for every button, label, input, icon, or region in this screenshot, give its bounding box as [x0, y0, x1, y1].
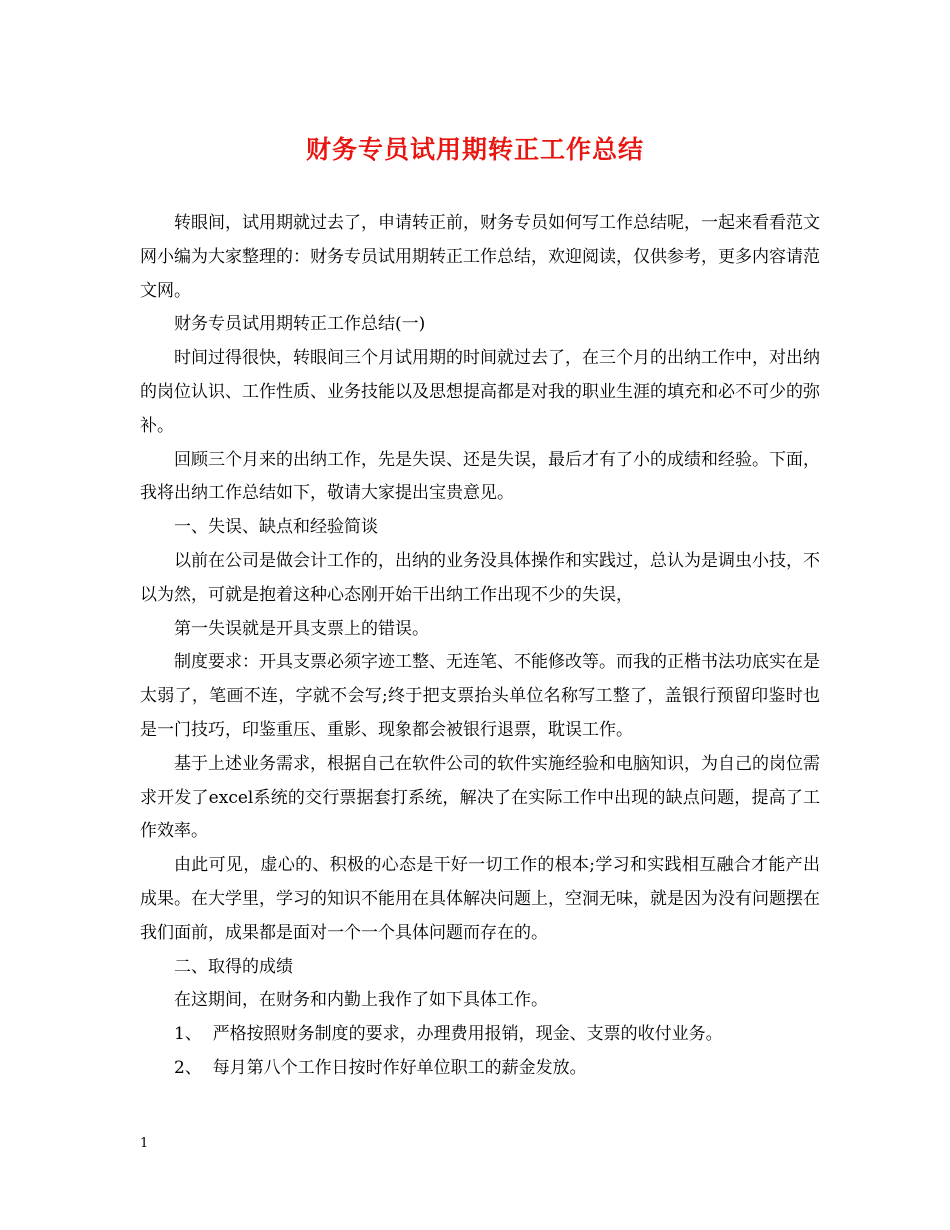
paragraph: 基于上述业务需求，根据自己在软件公司的软件实施经验和电脑知识，为自己的岗位需求开发了excel系统的交行票据套打系统，解决了在实际工作中出现的缺点问题，提高了工作效率。 — [140, 753, 820, 842]
paragraph: 第一失误就是开具支票上的错误。 — [174, 618, 429, 639]
paragraph-intro: 转眼间，试用期就过去了，申请转正前，财务专员如何写工作总结呢，一起来看看范文网小编为大家整理的：财务专员试用期转正工作总结，欢迎阅读，仅供参考，更多内容请范文网。 — [140, 213, 820, 301]
list-item: 1、 严格按照财务制度的要求，办理费用报销，现金、支票的收付业务。 — [174, 1024, 723, 1045]
paragraph-subtitle: 财务专员试用期转正工作总结(一) — [174, 314, 426, 335]
paragraph: 以前在公司是做会计工作的，出纳的业务没具体操作和实践过，总认为是调虫小技，不以为然，可就是抱着这种心态刚开始干出纳工作出现不少的失误， — [140, 550, 820, 605]
document-title: 财务专员试用期转正工作总结 — [305, 135, 644, 164]
section-heading-2: 二、取得的成绩 — [174, 956, 293, 977]
document-body — [140, 207, 820, 1086]
paragraph: 由此可见，虚心的、积极的心态是干好一切工作的根本;学习和实践相互融合才能产出成果。在大学里，学习的知识不能用在具体解决问题上，空洞无味，就是因为没有问题摆在我们面前，成果都是面对一个一个具体问题而存在的。 — [140, 855, 820, 943]
paragraph: 制度要求：开具支票必须字迹工整、无连笔、不能修改等。而我的正楷书法功底实在是太弱了，笔画不连，字就不会写;终于把支票抬头单位名称写工整了，盖银行预留印鉴时也是一门技巧，印鉴重压、重影、现象都会被银行退票，耽误工作。 — [140, 652, 820, 740]
paragraph: 回顾三个月来的出纳工作，先是失误、还是失误，最后才有了小的成绩和经验。下面，我将出纳工作总结如下，敬请大家提出宝贵意见。 — [140, 449, 820, 504]
paragraph: 在这期间，在财务和内勤上我作了如下具体工作。 — [174, 990, 548, 1011]
list-item: 2、 每月第八个工作日按时作好单位职工的薪金发放。 — [174, 1057, 587, 1078]
section-heading-1: 一、失误、缺点和经验简谈 — [174, 517, 378, 538]
paragraph: 时间过得很快，转眼间三个月试用期的时间就过去了，在三个月的出纳工作中，对出纳的岗位认识、工作性质、业务技能以及思想提高都是对我的职业生涯的填充和必不可少的弥补。 — [140, 348, 820, 436]
page-number: 1 — [140, 1136, 149, 1151]
